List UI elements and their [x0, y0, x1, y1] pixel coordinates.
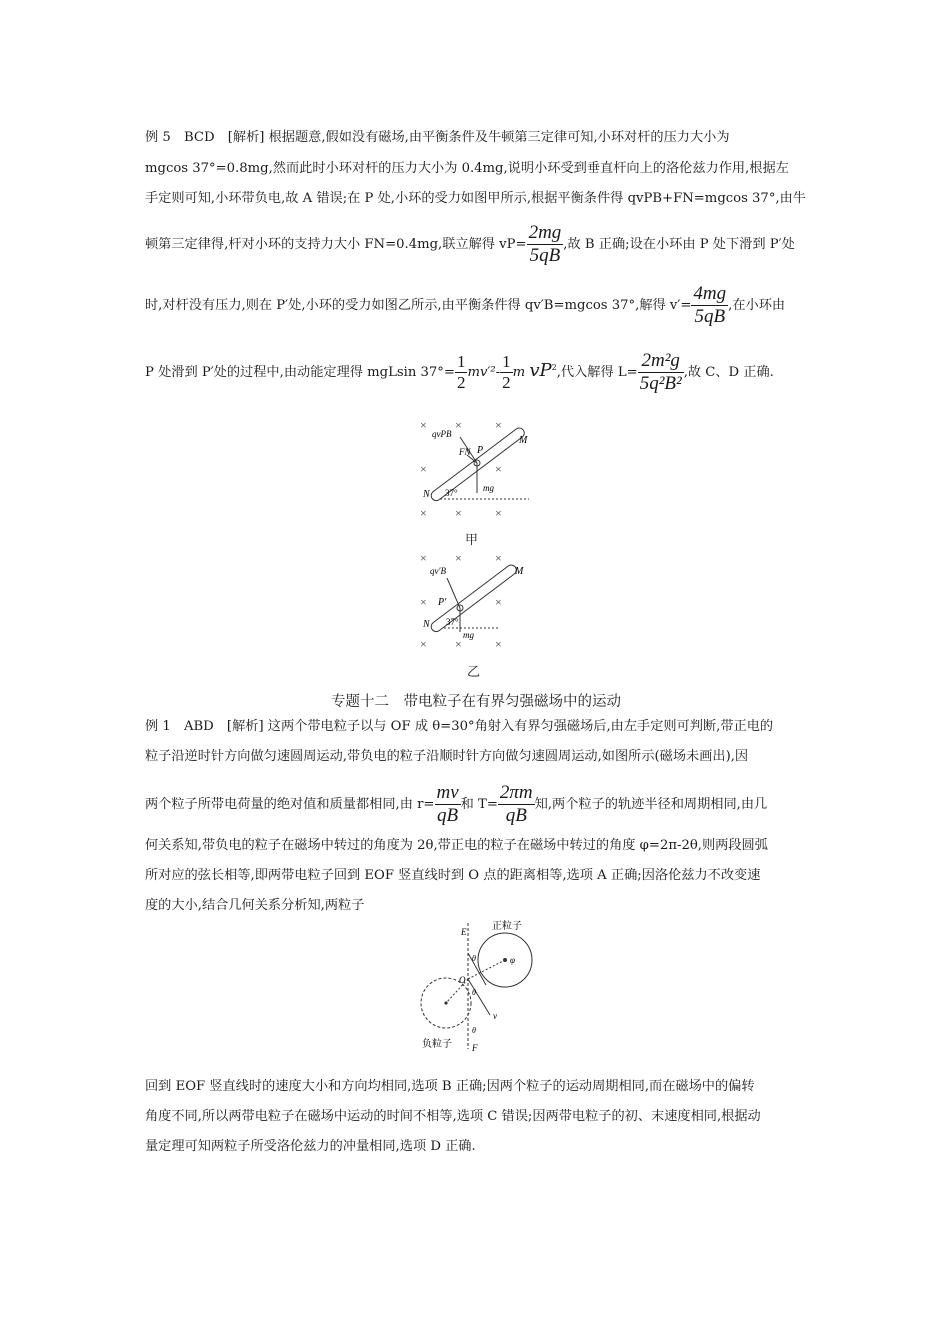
t12-line-4: 何关系知,带负电的粒子在磁场中转过的角度为 2θ,带正电的粒子在磁场中转过的角度 φ=2π-2θ,则两段圆弧 — [145, 838, 768, 853]
t12-line-1: 例 1 ABD [解析] 这两个带电粒子以与 OF 成 θ=30°角射入有界匀强磁场后,由左手定则可判断,带正电的 — [145, 719, 774, 734]
fraction-numerator: 2m²g — [638, 350, 684, 373]
fraction-denominator: 5qB — [694, 306, 726, 327]
fraction-length — [638, 350, 684, 395]
svg-text:×: × — [420, 637, 427, 651]
ex5-vp: vP — [529, 360, 552, 381]
label-phi: φ — [510, 955, 515, 965]
figure-trajectories — [410, 915, 540, 1055]
t12-line-3b: 和 T= — [460, 797, 498, 812]
fraction-numerator: 1 — [456, 352, 466, 371]
chord-line — [468, 953, 486, 985]
ex5-line-1: 例 5 BCD [解析] 根据题意,假如没有磁场,由平衡条件及牛顿第三定律可知,小环对杆的压力大小为 — [145, 130, 730, 145]
label-f: F — [472, 1043, 478, 1053]
ex5-mass: m — [512, 365, 526, 380]
label-m: M — [515, 566, 524, 577]
fraction-numerator: mv — [436, 782, 459, 803]
ex5-line-3: 手定则可知,小环带负电,故 A 错误;在 P 处,小环的受力如图甲所示,根据平衡条件得 qvPB+FN=mgcos 37°,由牛 — [145, 191, 806, 206]
figure-jia-caption: 甲 — [465, 533, 479, 548]
label-theta: θ — [472, 988, 476, 997]
ex5-line-4 — [145, 222, 795, 267]
svg-text:×: × — [495, 462, 502, 476]
t12-line-6: 度的大小,结合几何关系分析知,两粒子 — [145, 898, 365, 913]
ex5-line-4a: 顿第三定律得,杆对小环的支持力大小 FN=0.4mg,联立解得 vP= — [145, 237, 527, 252]
fraction-radius — [435, 782, 461, 827]
figure-yi — [415, 548, 535, 653]
svg-text:×: × — [495, 551, 502, 565]
t12-line-9: 量定理可知两粒子所受洛伦兹力的冲量相同,选项 D 正确. — [145, 1139, 476, 1154]
t12-line-5: 所对应的弦长相等,即两带电粒子回到 EOF 竖直线时到 O 点的距离相等,选项 A 正确;因洛伦兹力不改变速 — [145, 868, 761, 883]
svg-text:×: × — [420, 595, 427, 609]
t12-line-3a: 两个粒子所带电荷量的绝对值和质量都相同,由 r= — [145, 797, 435, 812]
fraction-half-2 — [500, 352, 513, 393]
t12-line-3 — [145, 782, 767, 827]
label-p-prime: P′ — [438, 597, 447, 608]
svg-text:×: × — [455, 418, 462, 432]
svg-text:×: × — [495, 506, 502, 520]
section-heading: 专题十二 带电粒子在有界匀强磁场中的运动 — [331, 694, 621, 710]
ex5-line-5b: ,在小环由 — [728, 298, 786, 313]
fraction-denominator: qB — [437, 805, 459, 826]
label-mg: mg — [463, 630, 474, 640]
label-theta: θ — [472, 954, 476, 963]
fraction-denominator: 2 — [456, 373, 466, 392]
fraction-period — [498, 782, 535, 827]
ex5-line-5a: 时,对杆没有压力,则在 P′处,小环的受力如图乙所示,由平衡条件得 qv′B=mgcos 37°,解得 v′= — [145, 298, 692, 313]
label-n: N — [423, 619, 430, 630]
t12-line-7: 回到 EOF 竖直线时的速度大小和方向均相同,选项 B 正确;因两个粒子的运动周期相同,而在磁场中的偏转 — [145, 1079, 755, 1094]
ex5-square: 2 — [551, 363, 557, 372]
fraction-v-prime — [691, 283, 728, 328]
fraction-numerator: 2mg — [528, 222, 562, 243]
ex5-line-6f: ,代入解得 L= — [556, 365, 638, 380]
label-negative-particle: 负粒子 — [422, 1039, 452, 1050]
label-qvpb: qvPB — [432, 429, 452, 439]
label-m: M — [519, 435, 528, 446]
label-e: E — [461, 927, 467, 937]
lorentz-force-arrow — [447, 578, 460, 608]
ex5-line-6a: P 处滑到 P′处的过程中,由动能定理得 mgLsin 37°= — [145, 365, 455, 380]
svg-text:×: × — [420, 506, 427, 520]
label-p: P — [477, 445, 484, 456]
fraction-numerator: 2πm — [499, 782, 533, 803]
label-fn: FN — [459, 447, 471, 457]
svg-text:×: × — [455, 551, 462, 565]
label-positive-particle: 正粒子 — [492, 921, 522, 932]
fraction-denominator: 2 — [502, 373, 511, 392]
label-qvb: qv′B — [430, 566, 446, 576]
ex5-line-6g: ,故 C、D 正确. — [683, 365, 774, 380]
svg-text:×: × — [495, 637, 502, 651]
label-n: N — [423, 489, 430, 500]
svg-text:×: × — [420, 551, 427, 565]
velocity-line — [468, 979, 490, 1015]
t12-line-3c: 知,两个粒子的轨迹半径和周期相同,由几 — [534, 797, 768, 812]
figure-jia — [415, 415, 535, 525]
fraction-numerator: 1 — [502, 352, 511, 371]
fraction-numerator: 4mg — [693, 283, 727, 304]
fraction-denominator: 5q²B² — [639, 373, 682, 394]
svg-text:×: × — [455, 637, 462, 651]
label-mg: mg — [483, 483, 494, 493]
label-angle: 37° — [446, 617, 459, 627]
svg-text:×: × — [455, 506, 462, 520]
ex5-line-5 — [145, 283, 785, 328]
figure-yi-caption: 乙 — [467, 665, 481, 680]
label-v: v — [493, 1011, 497, 1021]
ex5-line-6b: mv′²- — [467, 365, 501, 380]
label-angle: 37° — [445, 488, 458, 498]
ex5-line-6 — [145, 350, 774, 395]
ex5-line-4b: ,故 B 正确;设在小环由 P 处下滑到 P′处 — [563, 237, 795, 252]
label-theta: θ — [472, 1026, 476, 1035]
fraction-vp — [527, 222, 564, 267]
svg-text:×: × — [420, 418, 427, 432]
t12-line-8: 角度不同,所以两带电粒子在磁场中运动的时间不相等,选项 C 错误;因两带电粒子的初、末速度相同,根据动 — [145, 1109, 761, 1124]
ex5-line-2: mgcos 37°=0.8mg,然而此时小环对杆的压力大小为 0.4mg,说明小环受到垂直杆向上的洛伦兹力作用,根据左 — [145, 161, 789, 176]
svg-text:×: × — [495, 418, 502, 432]
svg-text:×: × — [420, 462, 427, 476]
fraction-denominator: qB — [505, 805, 527, 826]
label-o: O — [459, 975, 466, 985]
fraction-denominator: 5qB — [529, 245, 561, 266]
t12-line-2: 粒子沿逆时针方向做匀速圆周运动,带负电的粒子沿顺时针方向做匀速圆周运动,如图所示(磁场未画出),因 — [145, 749, 749, 764]
svg-text:×: × — [495, 595, 502, 609]
fraction-half-1 — [455, 352, 468, 393]
